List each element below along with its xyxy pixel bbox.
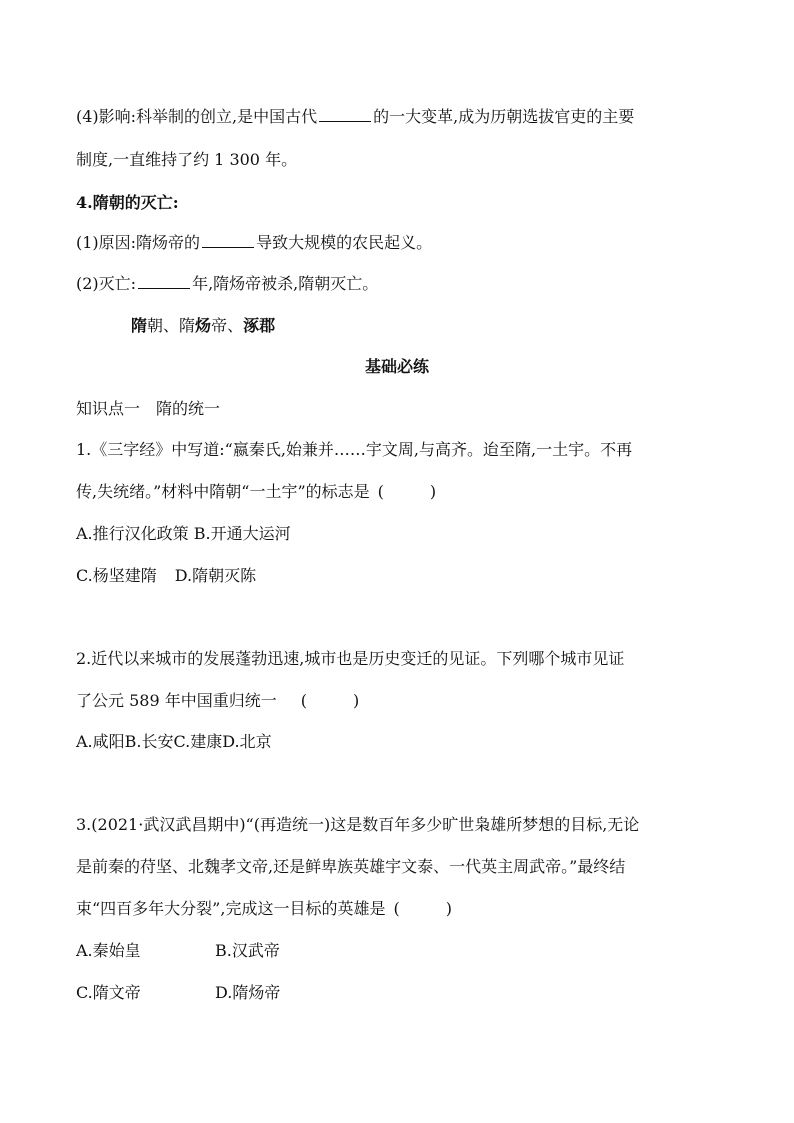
q3-stem-line-1: 3.(2021·武汉武昌期中)“(再造统一)这是数百年多少旷世枭雄所梦想的目标,无论 bbox=[76, 815, 640, 834]
text: 束“四百多年大分裂”,完成这一目标的英雄是 bbox=[76, 899, 386, 918]
keyword: 隋 bbox=[131, 316, 148, 335]
q3-stem-line-3 bbox=[76, 898, 452, 920]
section-4-item-2 bbox=[76, 273, 378, 295]
q2-options[interactable]: A.咸阳B.长安C.建康D.北京 bbox=[76, 732, 272, 751]
option-a[interactable]: A.秦始皇 bbox=[76, 941, 141, 960]
q1-options-row-2 bbox=[76, 565, 256, 587]
text: 年,隋炀帝被杀,隋朝灭亡。 bbox=[192, 274, 379, 293]
q1-stem-line-2 bbox=[76, 481, 436, 503]
text: 隋 bbox=[179, 316, 196, 335]
text: (4)影响:科举制的创立,是中国古代 bbox=[76, 107, 318, 126]
option-d[interactable]: D.隋炀帝 bbox=[215, 983, 281, 1002]
option-c[interactable]: C.隋文帝 bbox=[76, 983, 141, 1002]
item-4-line-1 bbox=[76, 106, 634, 128]
section-4-title: 4.隋朝的灭亡: bbox=[76, 193, 179, 212]
keyword: 炀 bbox=[195, 316, 212, 335]
text: (1)原因:隋炀帝的 bbox=[76, 233, 201, 252]
paren-open: ( bbox=[300, 691, 307, 710]
q3-options-row-2 bbox=[76, 982, 280, 1004]
answer-paren[interactable] bbox=[301, 690, 360, 712]
option-a[interactable]: A.推行汉化政策 bbox=[76, 524, 189, 543]
text: (2)灭亡: bbox=[76, 274, 137, 293]
answer-blank[interactable] bbox=[319, 107, 371, 122]
text: 朝、 bbox=[147, 316, 180, 335]
q1-options-row-1 bbox=[76, 523, 291, 545]
q3-stem-line-2: 是前秦的苻坚、北魏孝文帝,还是鲜卑族英雄宇文泰、一代英主周武帝。”最终结 bbox=[76, 857, 626, 876]
text: 了公元 589 年中国重归统一 bbox=[76, 691, 277, 710]
answer-paren[interactable] bbox=[393, 898, 452, 920]
option-b[interactable]: B.汉武帝 bbox=[215, 941, 280, 960]
option-b[interactable]: B.开通大运河 bbox=[193, 524, 291, 543]
text: 帝、 bbox=[211, 316, 244, 335]
keyword: 涿郡 bbox=[243, 316, 276, 335]
paren-close: ) bbox=[445, 899, 452, 918]
answer-blank[interactable] bbox=[138, 274, 190, 289]
keywords-line bbox=[131, 315, 275, 337]
q3-options-row-1 bbox=[76, 940, 280, 962]
q2-stem-line-2 bbox=[76, 690, 359, 712]
text: 导致大规模的农民起义。 bbox=[256, 233, 433, 252]
q2-stem-line-1: 2.近代以来城市的发展蓬勃迅速,城市也是历史变迁的见证。下列哪个城市见证 bbox=[76, 649, 625, 668]
practice-title: 基础必练 bbox=[364, 357, 429, 376]
topic-heading: 知识点一 隋的统一 bbox=[76, 399, 221, 418]
text: 制度,一直维持了约 1 300 年。 bbox=[76, 150, 298, 169]
text: 传,失统绪。”材料中隋朝“一土宇”的标志是 bbox=[76, 482, 370, 501]
paren-open: ( bbox=[377, 482, 384, 501]
option-c[interactable]: C.杨坚建隋 bbox=[76, 566, 157, 585]
q1-stem-line-1: 1.《三字经》中写道:“嬴秦氏,始兼并……宇文周,与高齐。迨至隋,一土宇。不再 bbox=[76, 440, 633, 459]
text: 的一大变革,成为历朝选拔官吏的主要 bbox=[373, 107, 635, 126]
paren-open: ( bbox=[393, 899, 400, 918]
section-4-item-1 bbox=[76, 232, 432, 254]
option-d[interactable]: D.隋朝灭陈 bbox=[174, 566, 257, 585]
answer-blank[interactable] bbox=[202, 233, 254, 248]
paren-close: ) bbox=[429, 482, 437, 501]
answer-paren[interactable] bbox=[378, 481, 437, 503]
paren-close: ) bbox=[352, 691, 360, 710]
item-4-line-2 bbox=[76, 149, 297, 171]
